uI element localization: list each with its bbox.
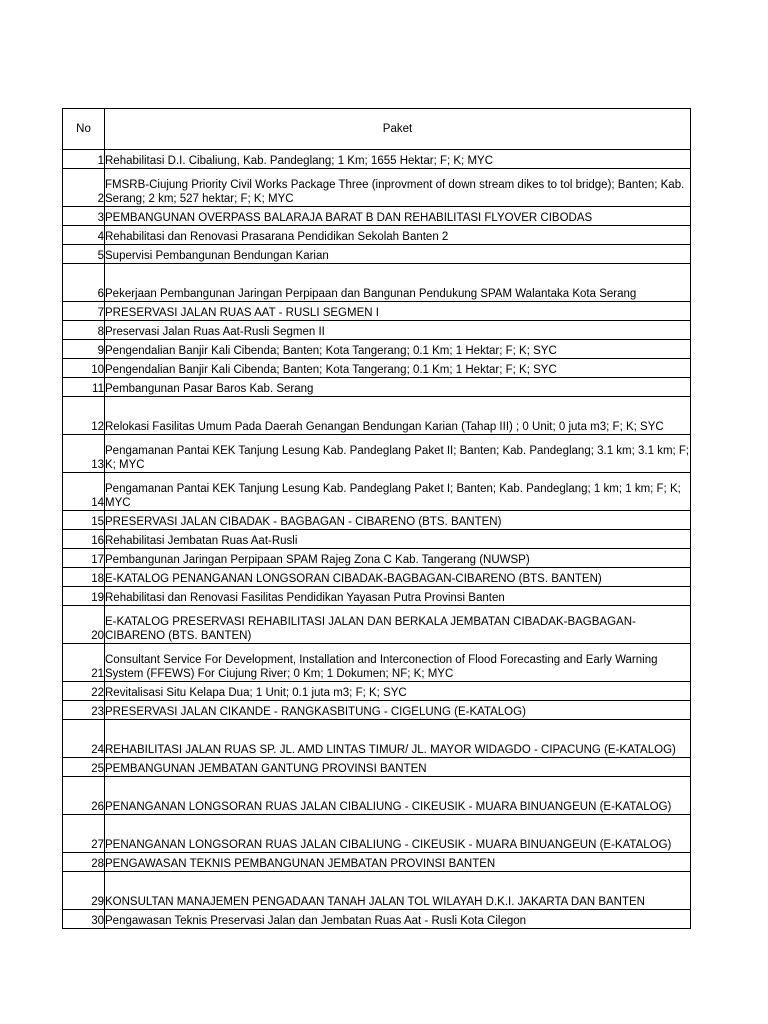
table-row — [63, 568, 691, 587]
row-number: 27 — [63, 815, 105, 853]
row-number: 26 — [63, 777, 105, 815]
table-row — [63, 169, 691, 207]
table-row — [63, 245, 691, 264]
row-number: 12 — [63, 397, 105, 435]
row-number: 17 — [63, 549, 105, 568]
table-body — [63, 150, 691, 929]
row-number: 11 — [63, 378, 105, 397]
row-paket: REHABILITASI JALAN RUAS SP. JL. AMD LINTAS TIMUR/ JL. MAYOR WIDAGDO - CIPACUNG (E-KATALOG) — [105, 720, 691, 758]
column-header-no: No — [63, 109, 105, 150]
row-number: 15 — [63, 511, 105, 530]
table-row — [63, 872, 691, 910]
row-number: 2 — [63, 169, 105, 207]
row-number: 5 — [63, 245, 105, 264]
table-row — [63, 815, 691, 853]
row-paket: PENANGANAN LONGSORAN RUAS JALAN CIBALIUNG - CIKEUSIK - MUARA BINUANGEUN (E-KATALOG) — [105, 815, 691, 853]
row-number: 25 — [63, 758, 105, 777]
row-paket: FMSRB-Ciujung Priority Civil Works Package Three (inprovment of down stream dikes to tol bridge); Banten; Kab. Serang; 2 km; 527 hektar; F; K; MYC — [105, 169, 691, 207]
table-row — [63, 321, 691, 340]
table-row — [63, 777, 691, 815]
row-number: 19 — [63, 587, 105, 606]
table-row — [63, 530, 691, 549]
row-number: 10 — [63, 359, 105, 378]
table-row — [63, 644, 691, 682]
row-number: 14 — [63, 473, 105, 511]
row-number: 21 — [63, 644, 105, 682]
table-row — [63, 378, 691, 397]
table-row — [63, 606, 691, 644]
row-number: 3 — [63, 207, 105, 226]
row-number: 9 — [63, 340, 105, 359]
row-number: 24 — [63, 720, 105, 758]
row-paket: Preservasi Jalan Ruas Aat-Rusli Segmen II — [105, 321, 691, 340]
row-paket: PRESERVASI JALAN RUAS AAT - RUSLI SEGMEN I — [105, 302, 691, 321]
row-paket: Consultant Service For Development, Installation and Interconection of Flood Forecasting and Early Warning System (FFEWS) For Ciujung River; 0 Km; 1 Dokumen; NF; K; MYC — [105, 644, 691, 682]
table-row — [63, 511, 691, 530]
row-number: 29 — [63, 872, 105, 910]
paket-table — [62, 108, 691, 929]
row-paket: Pengendalian Banjir Kali Cibenda; Banten; Kota Tangerang; 0.1 Km; 1 Hektar; F; K; SYC — [105, 359, 691, 378]
row-paket: PEMBANGUNAN OVERPASS BALARAJA BARAT B DAN REHABILITASI FLYOVER CIBODAS — [105, 207, 691, 226]
row-paket: Pembangunan Pasar Baros Kab. Serang — [105, 378, 691, 397]
row-number: 30 — [63, 910, 105, 929]
row-number: 8 — [63, 321, 105, 340]
row-paket: Pengamanan Pantai KEK Tanjung Lesung Kab. Pandeglang Paket II; Banten; Kab. Pandeglang; 3.1 km; 3.1 km; F; K; MYC — [105, 435, 691, 473]
row-paket: Rehabilitasi D.I. Cibaliung, Kab. Pandeglang; 1 Km; 1655 Hektar; F; K; MYC — [105, 150, 691, 169]
row-paket: Relokasi Fasilitas Umum Pada Daerah Genangan Bendungan Karian (Tahap III) ; 0 Unit; 0 juta m3; F; K; SYC — [105, 397, 691, 435]
row-paket: Pengamanan Pantai KEK Tanjung Lesung Kab. Pandeglang Paket I; Banten; Kab. Pandeglang; 1 km; 1 km; F; K; MYC — [105, 473, 691, 511]
table-row — [63, 682, 691, 701]
row-number: 16 — [63, 530, 105, 549]
row-paket: Rehabilitasi dan Renovasi Fasilitas Pendidikan Yayasan Putra Provinsi Banten — [105, 587, 691, 606]
row-paket: E-KATALOG PENANGANAN LONGSORAN CIBADAK-BAGBAGAN-CIBARENO (BTS. BANTEN) — [105, 568, 691, 587]
row-paket: Pembangunan Jaringan Perpipaan SPAM Rajeg Zona C Kab. Tangerang (NUWSP) — [105, 549, 691, 568]
row-number: 4 — [63, 226, 105, 245]
row-paket: E-KATALOG PRESERVASI REHABILITASI JALAN DAN BERKALA JEMBATAN CIBADAK-BAGBAGAN-CIBARENO (BTS. BANTEN) — [105, 606, 691, 644]
column-header-paket: Paket — [105, 109, 691, 150]
row-paket: PRESERVASI JALAN CIKANDE - RANGKASBITUNG - CIGELUNG (E-KATALOG) — [105, 701, 691, 720]
row-paket: Pengawasan Teknis Preservasi Jalan dan Jembatan Ruas Aat - Rusli Kota Cilegon — [105, 910, 691, 929]
row-paket: Rehabilitasi Jembatan Ruas Aat-Rusli — [105, 530, 691, 549]
row-paket: PEMBANGUNAN JEMBATAN GANTUNG PROVINSI BANTEN — [105, 758, 691, 777]
row-number: 20 — [63, 606, 105, 644]
row-paket: Rehabilitasi dan Renovasi Prasarana Pendidikan Sekolah Banten 2 — [105, 226, 691, 245]
table-row — [63, 302, 691, 321]
row-paket: PRESERVASI JALAN CIBADAK - BAGBAGAN - CIBARENO (BTS. BANTEN) — [105, 511, 691, 530]
row-paket: KONSULTAN MANAJEMEN PENGADAAN TANAH JALAN TOL WILAYAH D.K.I. JAKARTA DAN BANTEN — [105, 872, 691, 910]
table-row — [63, 701, 691, 720]
row-number: 22 — [63, 682, 105, 701]
table-row — [63, 758, 691, 777]
row-number: 6 — [63, 264, 105, 302]
table-row — [63, 853, 691, 872]
row-paket: Pekerjaan Pembangunan Jaringan Perpipaan dan Bangunan Pendukung SPAM Walantaka Kota Serang — [105, 264, 691, 302]
table-row — [63, 359, 691, 378]
table-row — [63, 435, 691, 473]
row-number: 1 — [63, 150, 105, 169]
table-row — [63, 226, 691, 245]
header-row — [63, 109, 691, 150]
table-row — [63, 207, 691, 226]
row-paket: Supervisi Pembangunan Bendungan Karian — [105, 245, 691, 264]
row-paket: PENGAWASAN TEKNIS PEMBANGUNAN JEMBATAN PROVINSI BANTEN — [105, 853, 691, 872]
table-row — [63, 720, 691, 758]
row-number: 13 — [63, 435, 105, 473]
table-row — [63, 473, 691, 511]
table-row — [63, 264, 691, 302]
table-row — [63, 910, 691, 929]
table-row — [63, 340, 691, 359]
table-row — [63, 150, 691, 169]
row-number: 23 — [63, 701, 105, 720]
row-number: 28 — [63, 853, 105, 872]
row-paket: Pengendalian Banjir Kali Cibenda; Banten; Kota Tangerang; 0.1 Km; 1 Hektar; F; K; SYC — [105, 340, 691, 359]
row-number: 18 — [63, 568, 105, 587]
table-row — [63, 397, 691, 435]
table-row — [63, 549, 691, 568]
row-number: 7 — [63, 302, 105, 321]
table-row — [63, 587, 691, 606]
row-paket: Revitalisasi Situ Kelapa Dua; 1 Unit; 0.1 juta m3; F; K; SYC — [105, 682, 691, 701]
row-paket: PENANGANAN LONGSORAN RUAS JALAN CIBALIUNG - CIKEUSIK - MUARA BINUANGEUN (E-KATALOG) — [105, 777, 691, 815]
